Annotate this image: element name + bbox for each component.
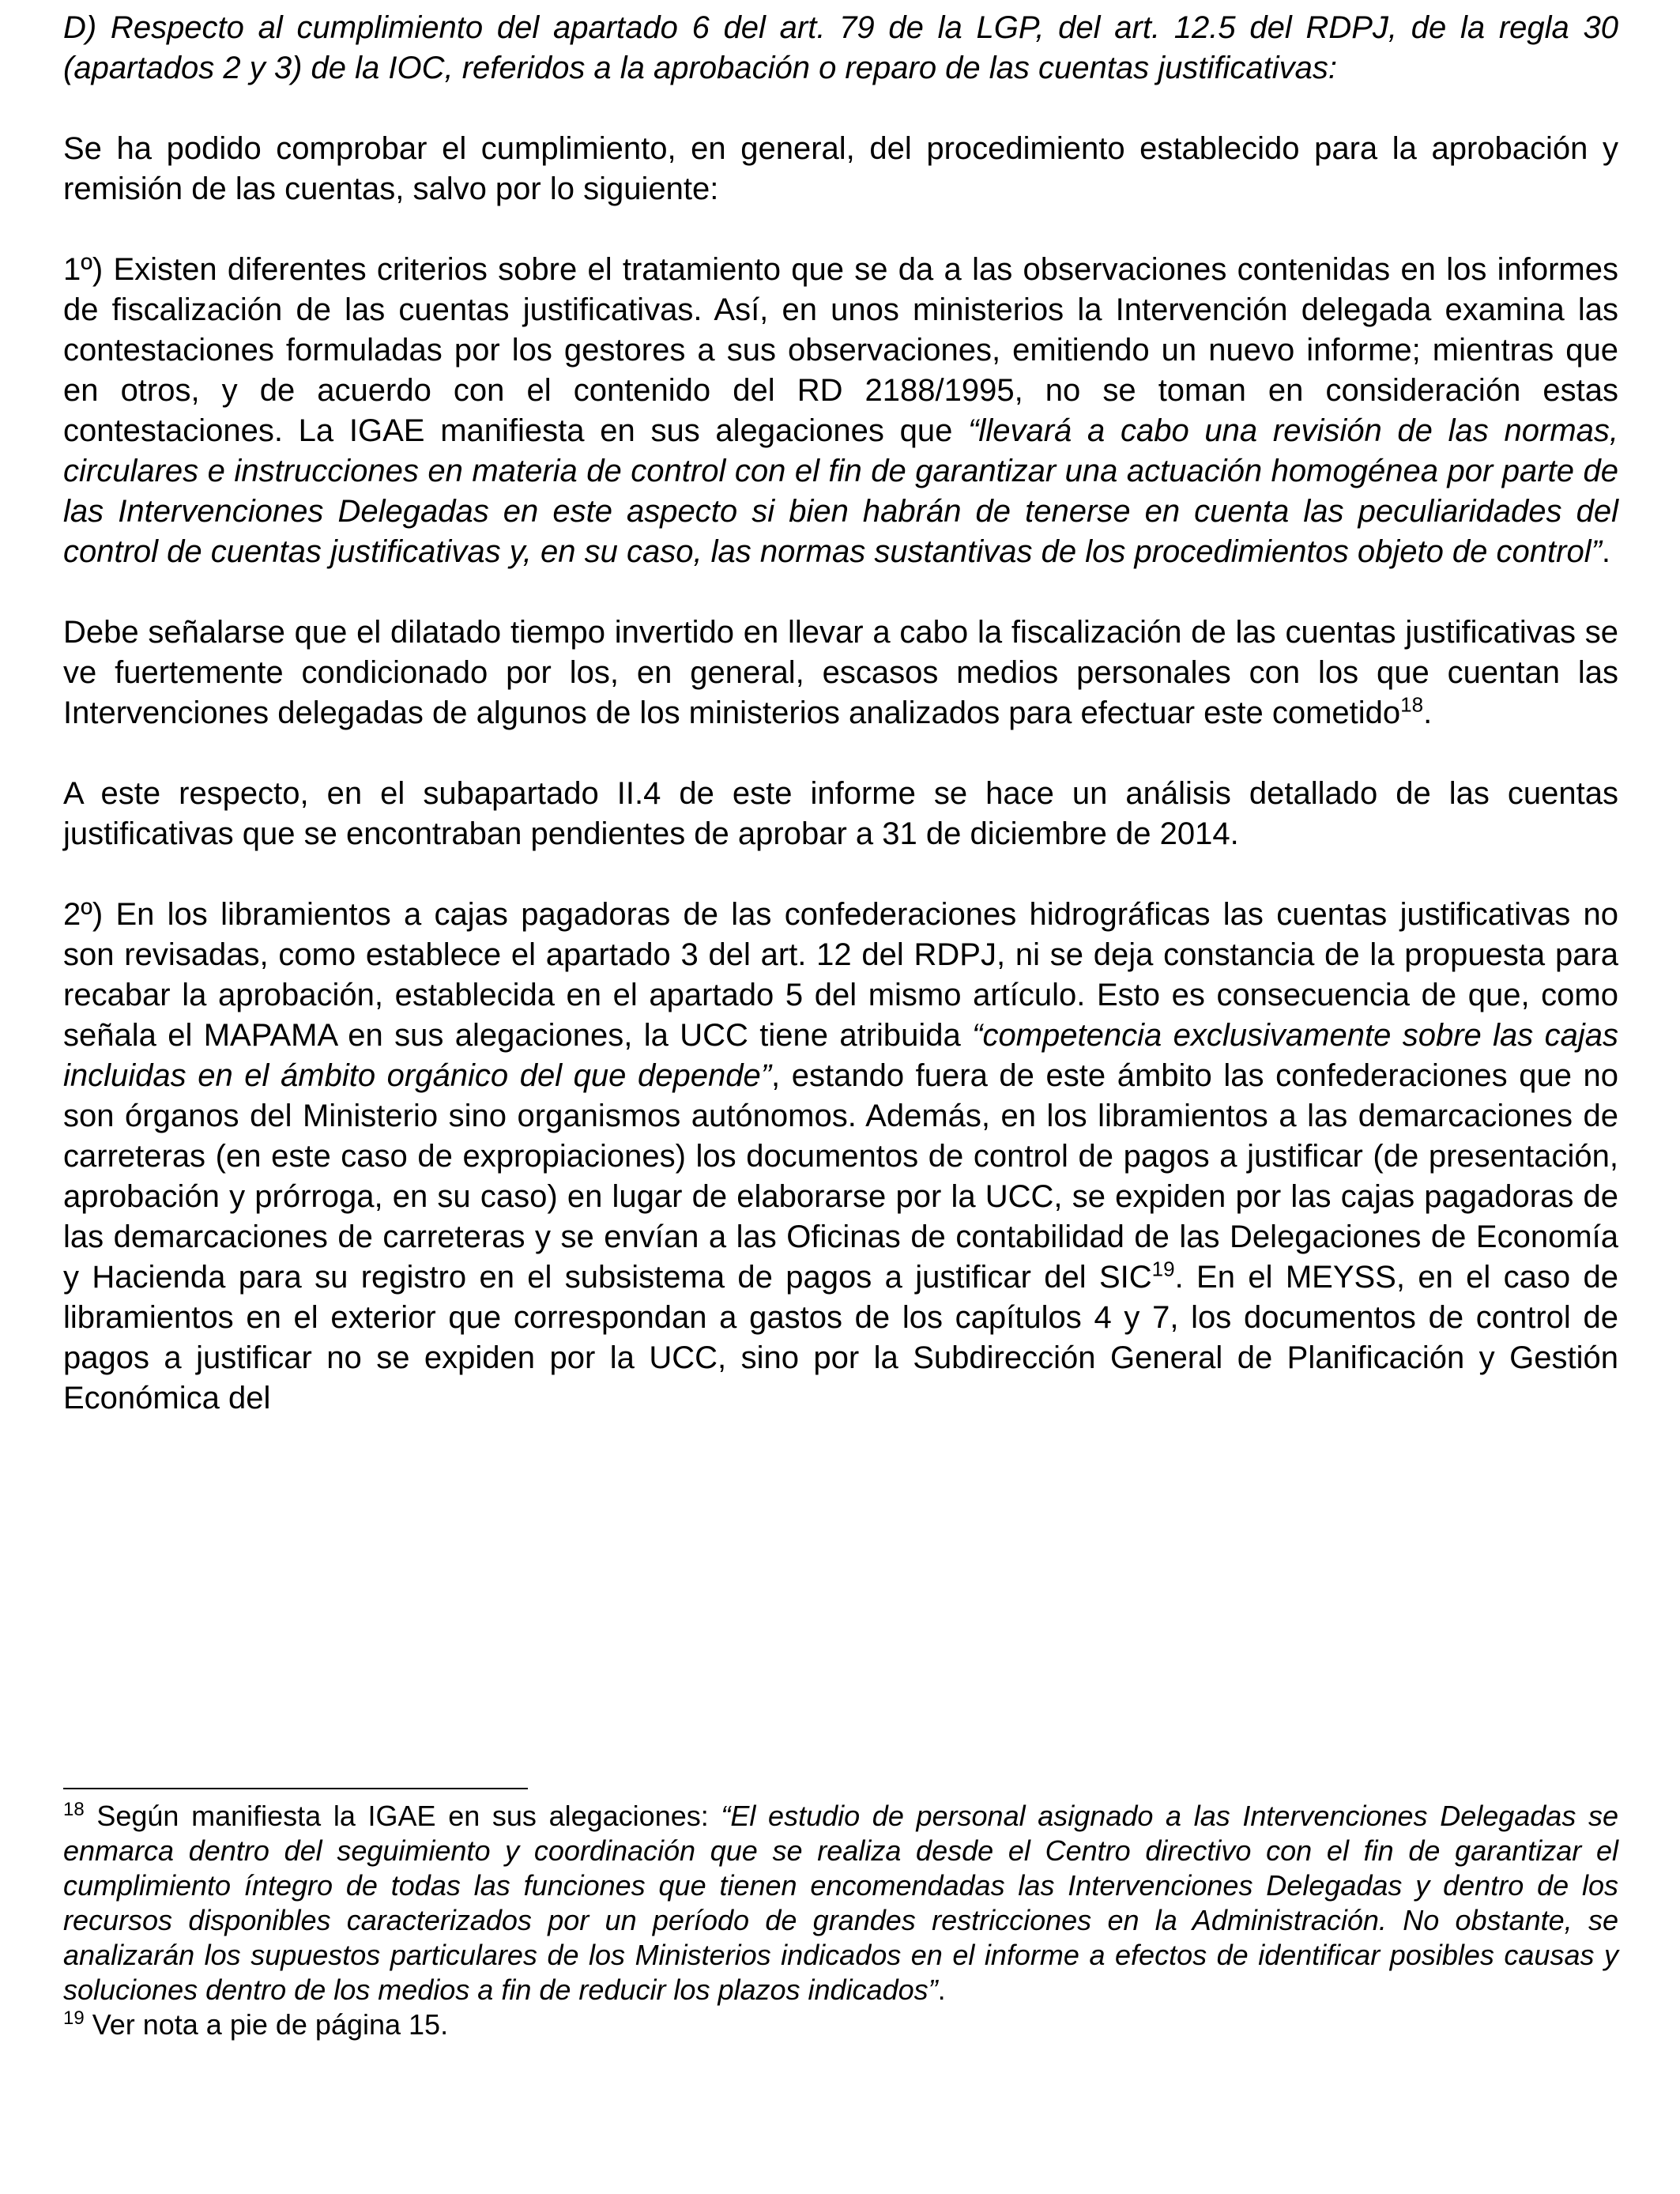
paragraph-text: 2º) En los libramientos a cajas pagadoras de las confederaciones hidrográficas las cuentas justificativas no son revisadas, como establece el apartado 3 del art. 12 del RDPJ, ni se deja constancia de la propuesta para recabar la aprobación, establecida en el apartado 5 del mismo artículo. Esto es consecuencia de que, como señala el MAPAMA en sus alegaciones, la UCC tiene atribuida xyxy=(63,897,1618,1053)
paragraph-end: . xyxy=(1423,696,1433,730)
paragraph-point-2 xyxy=(63,895,1618,1419)
paragraph-personnel xyxy=(63,613,1618,733)
footnote-ref-19[interactable]: 19 xyxy=(1151,1257,1175,1281)
footnotes xyxy=(63,1788,1618,2042)
igae-quote: “llevará a cabo una revisión de las normas, circulares e instrucciones en materia de control con el fin de garantizar una actuación homogénea por parte de las Intervenciones Delegadas en este aspecto si bien habrán de tenerse en cuenta las peculiaridades del control de cuentas justificativas y, en su caso, las normas sustantivas de los procedimientos objeto de control” xyxy=(63,413,1618,569)
footnote-ref-18[interactable]: 18 xyxy=(1400,692,1424,717)
footnote-19 xyxy=(63,2007,1618,2042)
paragraph-text: 1º) Existen diferentes criterios sobre el tratamiento que se da a las observaciones contenidas en los informes de fiscalización de las cuentas justificativas. Así, en unos ministerios la Intervención delegada examina las contestaciones formuladas por los gestores a sus observaciones, emitiendo un nuevo informe; mientras que en otros, y de acuerdo con el contenido del RD 2188/1995, no se toman en consideración estas contestaciones. La IGAE manifiesta en sus alegaciones que xyxy=(63,252,1618,448)
paragraph-text: . En el MEYSS, en el caso de libramientos en el exterior que correspondan a gastos de los capítulos 4 y 7, los documentos de control de pagos a justificar no se expiden por la UCC, sino por la Subdirección General de Planificación y Gestión Económica del xyxy=(63,1260,1618,1416)
footnote-number: 19 xyxy=(63,2007,85,2029)
footnote-text: Ver nota a pie de página 15. xyxy=(84,2008,449,2041)
footnote-number: 18 xyxy=(63,1799,85,1820)
paragraph-point-1 xyxy=(63,250,1618,572)
paragraph-text: , estando fuera de este ámbito las confederaciones que no son órganos del Ministerio sino organismos autónomos. Además, en los libramientos a las demarcaciones de carreteras (en este caso de expropiaciones) los documentos de control de pagos a justificar (de presentación, aprobación y prórroga, en su caso) en lugar de elaborarse por la UCC, se expiden por las cajas pagadoras de las demarcaciones de carreteras y se envían a las Oficinas de contabilidad de las Delegaciones de Economía y Hacienda para su registro en el subsistema de pagos a justificar del SIC xyxy=(63,1058,1619,1295)
footnote-quote: “El estudio de personal asignado a las Intervenciones Delegadas se enmarca dentro del seguimiento y coordinación que se realiza desde el Centro directivo con el fin de garantizar el cumplimiento íntegro de todas las funciones que tienen encomendadas las Intervenciones Delegadas y dentro de los recursos disponibles caracterizados por un período de grandes restricciones en la Administración. No obstante, se analizarán los supuestos particulares de los Ministerios indicados en el informe a efectos de identificar posibles causas y soluciones dentro de los medios a fin de reducir los plazos indicados” xyxy=(63,1800,1618,2006)
paragraph-intro: Se ha podido comprobar el cumplimiento, en general, del procedimiento establecido para la aprobación y remisión de las cuentas, salvo por lo siguiente: xyxy=(63,131,1618,206)
footnote-end: . xyxy=(937,1973,946,2006)
footnote-text: Según manifiesta la IGAE en sus alegaciones: xyxy=(84,1800,721,1832)
document-body xyxy=(63,8,1618,1459)
paragraph-text: Debe señalarse que el dilatado tiempo invertido en llevar a cabo la fiscalización de las cuentas justificativas se ve fuertemente condicionado por los, en general, escasos medios personales con los que cuentan las Intervenciones delegadas de algunos de los ministerios analizados para efectuar este cometido xyxy=(63,615,1618,730)
mapama-quote: “competencia exclusivamente sobre las cajas incluidas en el ámbito orgánico del que depende” xyxy=(63,1018,1619,1093)
section-heading: D) Respecto al cumplimiento del apartado 6 del art. 79 de la LGP, del art. 12.5 del RDPJ, de la regla 30 (apartados 2 y 3) de la IOC, referidos a la aprobación o reparo de las cuentas justificativas: xyxy=(63,10,1618,85)
paragraph-end: . xyxy=(1601,534,1611,569)
footnote-divider xyxy=(63,1788,528,1789)
paragraph-subsection-reference: A este respecto, en el subapartado II.4 de este informe se hace un análisis detallado de las cuentas justificativas que se encontraban pendientes de aprobar a 31 de diciembre de 2014. xyxy=(63,776,1618,851)
footnote-18 xyxy=(63,1799,1618,2007)
